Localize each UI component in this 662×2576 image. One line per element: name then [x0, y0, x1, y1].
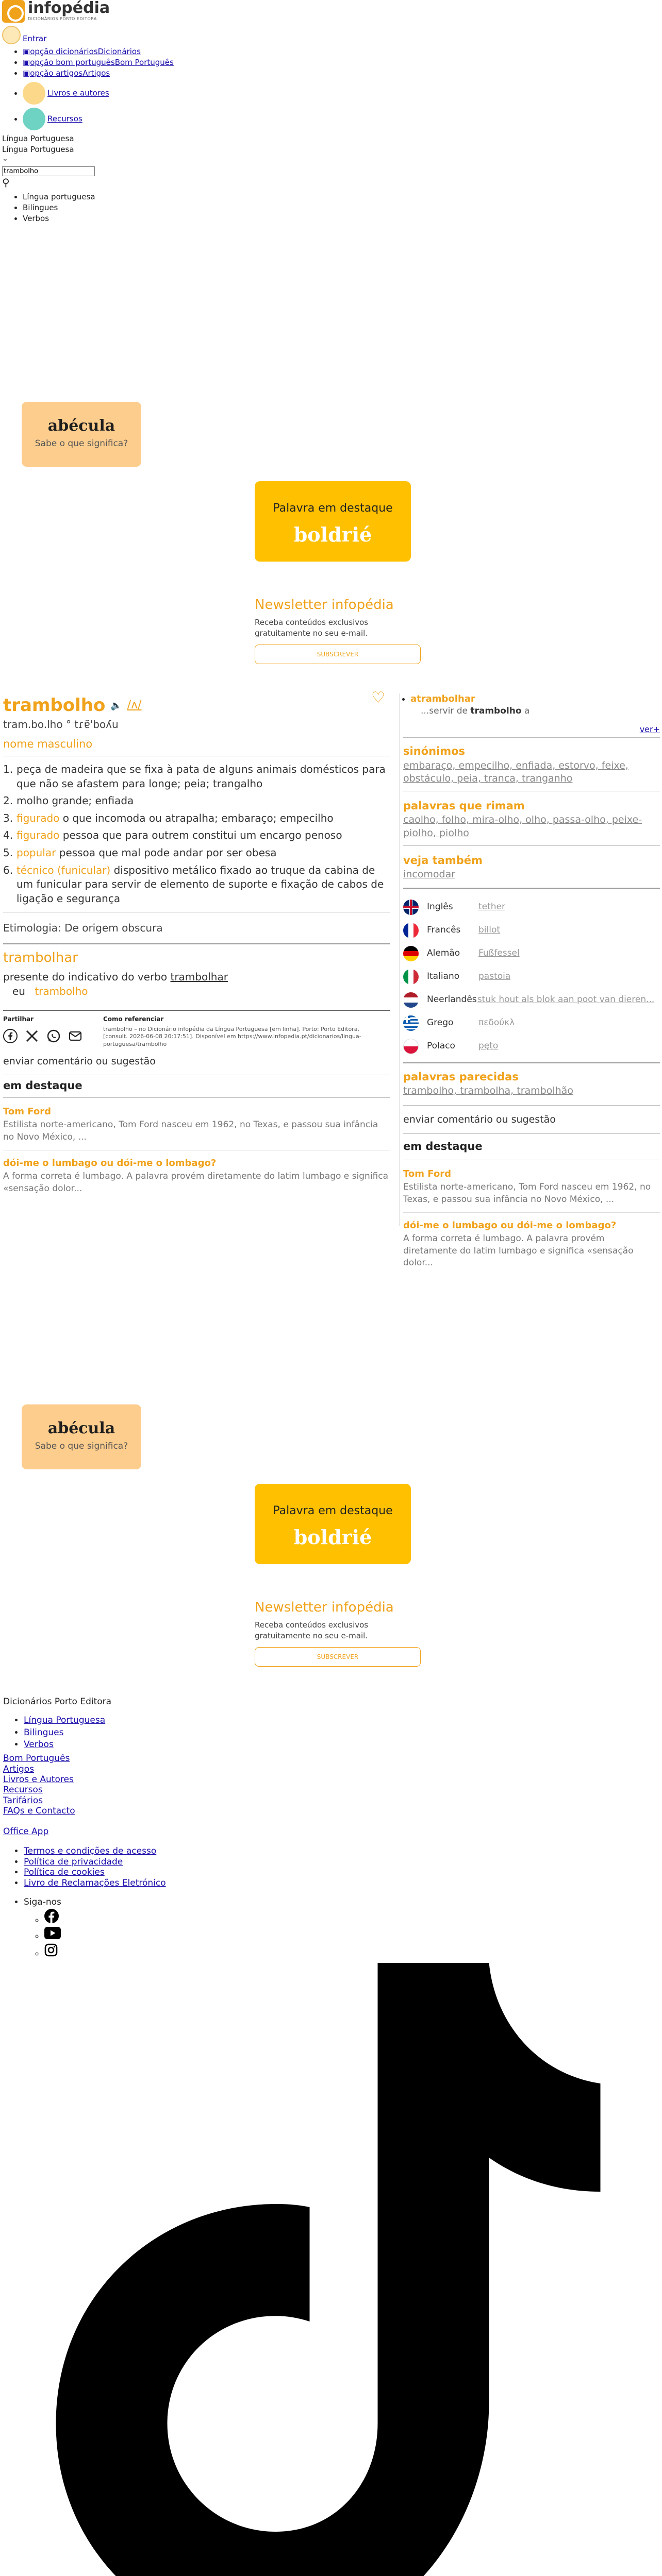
newsletter-text: Receba conteúdos exclusivos gratuitamente no seu e-mail.: [255, 1620, 369, 1640]
stress-mark: °: [65, 718, 71, 731]
em-destaque-title: em destaque: [403, 1140, 483, 1153]
broken-image-icon: ▣: [23, 69, 30, 78]
facebook-icon[interactable]: [44, 1909, 59, 1923]
flag-de-icon: [403, 946, 419, 961]
instagram-icon[interactable]: [44, 1943, 58, 1957]
promo-abecula[interactable]: [22, 402, 141, 467]
rimas-title: palavras que rimam: [403, 800, 525, 812]
chevron-down-icon[interactable]: ⌄: [2, 155, 8, 163]
usage-tag: técnico: [16, 863, 54, 876]
broken-image-icon: ▣: [23, 47, 30, 56]
newsletter-title: Newsletter infopédia: [255, 597, 394, 613]
promo-destaque-title: Palavra em destaque: [273, 1504, 393, 1517]
newsletter-text: Receba conteúdos exclusivos gratuitamente no seu e-mail.: [255, 618, 369, 638]
translation-row: Alemão Fußfessel: [403, 942, 660, 965]
promo-abecula-sub: Sabe o que significa?: [35, 1441, 128, 1451]
cite-text[interactable]: trambolho – no Dicionário infopédia da Língua Portuguesa [em linha]. Porto: Porto Editora. [consult. 2026-06-08 20:17:51]. Disponível em https://www.infopedia.pt/dicionarios/lingua-portuguesa/trambolho: [103, 1025, 361, 1048]
veja-tambem-title: veja também: [403, 854, 483, 867]
newsletter-box: [255, 596, 425, 664]
user-icon: [2, 26, 21, 44]
news-item-text: Estilista norte-americano, Tom Ford nasceu em 1962, no Texas, e passou sua infância no Novo México, ...: [403, 1181, 651, 1205]
translation-row: Italiano pastoia: [403, 965, 660, 989]
related-word: • atrambolhar: [410, 693, 475, 704]
definitions-list: [3, 762, 390, 906]
nav-item-livros[interactable]: • Livros e autores: [23, 82, 363, 105]
resources-icon: [23, 108, 45, 130]
news-item-text: Estilista norte-americano, Tom Ford nasceu em 1962, no Texas, e passou sua infância no Novo México, ...: [3, 1120, 378, 1143]
cite-title: Como referenciar: [103, 1015, 164, 1023]
tiktok-icon[interactable]: [55, 1963, 662, 2576]
flag-uk-icon: [403, 900, 419, 915]
footer-link[interactable]: Bom Português: [3, 1753, 70, 1764]
definition-item: 2. molho grande; enfiada: [3, 794, 134, 807]
footer-link[interactable]: Língua Portuguesa: [24, 1715, 106, 1725]
ipa-link[interactable]: /ʌ/: [127, 699, 142, 712]
translations-list: [403, 896, 660, 1058]
youtube-icon[interactable]: [44, 1927, 61, 1939]
flag-gr-icon: [403, 1015, 419, 1031]
nav-item-bom-portugues[interactable]: • ▣opção bom portuguêsBom Português: [23, 57, 363, 68]
newsletter-subscribe-button[interactable]: SUBSCREVER: [255, 1647, 421, 1667]
news-item-text: A forma correta é lumbago. A palavra provém diretamente do latim lumbago e significa «sensação dolor...: [403, 1233, 634, 1268]
dictionary-selector-current: Língua Portuguesa: [2, 145, 74, 154]
news-item-text: A forma correta é lumbago. A palavra provém diretamente do latim lumbago e significa «sensação dolor...: [3, 1171, 389, 1194]
footer-link[interactable]: Verbos: [24, 1739, 54, 1750]
em-destaque-title: em destaque: [3, 1079, 82, 1092]
footer-legal-link[interactable]: Política de privacidade: [24, 1856, 123, 1867]
promo-abecula-sub: Sabe o que significa?: [35, 438, 128, 449]
usage-tag: figurado: [16, 811, 60, 824]
heart-icon[interactable]: ♡: [371, 689, 385, 707]
books-icon: [23, 82, 45, 105]
dictionary-selector[interactable]: [2, 133, 363, 162]
flag-pl-icon: [403, 1039, 419, 1054]
translation-row: Francês billot: [403, 919, 660, 942]
verb-person: eu: [12, 985, 25, 997]
login-label[interactable]: Entrar: [23, 34, 47, 43]
promo-destaque-word: boldrié: [293, 522, 372, 546]
whatsapp-icon[interactable]: [46, 1029, 61, 1043]
footer-title: Dicionários Porto Editora: [3, 1697, 112, 1707]
flag-nl-icon: [403, 992, 419, 1008]
main-nav: [2, 46, 363, 130]
share-title: Partilhar: [3, 1015, 34, 1023]
footer-link[interactable]: Recursos: [3, 1785, 43, 1795]
newsletter-title: Newsletter infopédia: [255, 1600, 394, 1615]
follow-label: Siga-nos: [24, 1896, 61, 1907]
verb-form-text: presente do indicativo do verbo: [3, 970, 168, 983]
translation-row: Polaco pęto: [403, 1035, 660, 1058]
newsletter-box: [255, 1598, 425, 1667]
entry-word: trambolho: [3, 695, 106, 716]
promo-abecula[interactable]: [22, 1404, 141, 1469]
domain-tag: (funicular): [57, 863, 111, 876]
dictionary-selector-label: Língua Portuguesa: [2, 134, 74, 143]
syllabification: tram.bo.lho: [3, 718, 63, 731]
pronunciation: tɾɐ̃ˈboʎu: [74, 718, 119, 731]
sinonimos-title: sinónimos: [403, 745, 466, 758]
logo-icon: [2, 0, 25, 23]
dict-option[interactable]: • Bilingues: [23, 202, 363, 213]
translation-row: Grego πεδούκλ: [403, 1012, 660, 1035]
news-item-title[interactable]: Tom Ford: [3, 1106, 51, 1117]
definition-item: 3. figurado o que incomoda ou atrapalha; embaraço; empecilho: [3, 811, 334, 824]
logo-text: infopédia: [28, 0, 110, 18]
promo-destaque-word: boldrié: [293, 1525, 372, 1549]
dict-option[interactable]: • Verbos: [23, 213, 363, 224]
speaker-icon[interactable]: 🔈: [110, 700, 122, 711]
news-item-title[interactable]: Tom Ford: [403, 1168, 451, 1179]
related-word-item[interactable]: • atrambolhar ...servir de trambolho a: [410, 692, 660, 718]
promo-palavra-destaque[interactable]: [255, 1484, 411, 1564]
office-app-link[interactable]: Office App: [3, 1826, 49, 1837]
site-logo[interactable]: [2, 0, 363, 23]
footer-legal-link[interactable]: Livro de Reclamações Eletrónico: [24, 1877, 166, 1888]
share-box: [3, 1015, 82, 1048]
parecidas-list[interactable]: trambolho, trambolha, trambolhão: [403, 1085, 573, 1097]
broken-image-icon: ▣: [23, 58, 30, 67]
definition-item: 1. peça de madeira que se fixa à pata de alguns animais domésticos para que não se afastem para longe; peia; trangalho: [3, 762, 386, 790]
cite-box: [103, 1015, 371, 1048]
verb-link[interactable]: trambolhar: [170, 970, 228, 983]
news-item-title[interactable]: dói-me o lumbago ou dói-me o lombago?: [403, 1219, 617, 1231]
definition-item: 4. figurado pessoa que para outrem constitui um encargo penoso: [3, 829, 342, 842]
definition-item: 5. popular pessoa que mal pode andar por ser obesa: [3, 846, 277, 859]
x-twitter-icon[interactable]: [25, 1029, 39, 1043]
nav-item-dicionarios[interactable]: • ▣opção dicionáriosDicionários: [23, 46, 363, 57]
footer-link[interactable]: Tarifários: [3, 1795, 43, 1806]
veja-tambem-list[interactable]: incomodar: [403, 869, 456, 880]
newsletter-subscribe-button[interactable]: SUBSCREVER: [255, 645, 421, 664]
parecidas-title: palavras parecidas: [403, 1070, 519, 1083]
email-icon[interactable]: [68, 1029, 82, 1043]
sidebar: [403, 693, 660, 1269]
dict-option[interactable]: • Língua portuguesa: [23, 192, 363, 202]
footer-link[interactable]: Livros e Autores: [3, 1774, 74, 1785]
facebook-icon[interactable]: [3, 1029, 18, 1043]
footer-link[interactable]: Bilingues: [24, 1727, 64, 1738]
flag-it-icon: [403, 969, 419, 985]
search-area: [2, 165, 363, 188]
sinonimos-list[interactable]: embaraço, empecilho, enfiada, estorvo, feixe, obstáculo, peia, tranca, tranganho: [403, 759, 628, 785]
comment-link[interactable]: enviar comentário ou sugestão: [403, 1113, 556, 1125]
flag-fr-icon: [403, 923, 419, 938]
site-header: [2, 0, 363, 224]
definition-item: 6. técnico (funicular) dispositivo metálico fixado ao truque da cabina de um funicular para servir de elemento de suporte e fixação de cabos de ligação e segurança: [3, 863, 384, 905]
nav-item-artigos[interactable]: • ▣opção artigosArtigos: [23, 68, 363, 79]
verb-form: trambolho: [35, 985, 88, 997]
social-section: [3, 1896, 364, 2576]
search-icon[interactable]: ⚲: [2, 176, 10, 189]
footer-link[interactable]: FAQs e Contacto: [3, 1806, 75, 1817]
footer-dicts: [3, 1715, 364, 1751]
related-words: [403, 692, 660, 718]
login-link[interactable]: [2, 26, 363, 44]
translation-row: Neerlandês stuk hout als blok aan poot van dieren...: [403, 989, 660, 1012]
promo-abecula-word: abécula: [47, 1419, 115, 1437]
footer-links: [3, 1753, 364, 1816]
grammar-category: nome masculino: [3, 737, 93, 750]
translation-row: Inglês tether: [403, 896, 660, 919]
promo-abecula-word: abécula: [47, 417, 115, 435]
news-item-title[interactable]: dói-me o lumbago ou dói-me o lombago?: [3, 1157, 217, 1168]
promo-destaque-title: Palavra em destaque: [273, 502, 393, 515]
etymology: Etimologia: De origem obscura: [3, 922, 163, 935]
entry-main: [3, 693, 390, 1195]
ver-mais-link[interactable]: ver+: [639, 724, 660, 734]
usage-tag: figurado: [16, 829, 60, 842]
rimas-list[interactable]: caolho, folho, mira-olho, olho, passa-olho, peixe-piolho, piolho: [403, 814, 642, 839]
verb-form-title: trambolhar: [3, 950, 78, 966]
footer-legal: [3, 1846, 364, 1888]
usage-tag: popular: [16, 846, 56, 859]
site-footer: [3, 1696, 364, 2576]
footer-link[interactable]: Artigos: [3, 1764, 35, 1774]
nav-item-recursos[interactable]: • Recursos: [23, 108, 363, 130]
dictionary-options: [2, 192, 363, 224]
logo-subtitle: DICIONÁRIOS PORTO EDITORA: [28, 16, 97, 22]
search-input[interactable]: [2, 166, 95, 176]
footer-legal-link[interactable]: Política de cookies: [24, 1867, 105, 1878]
promo-palavra-destaque[interactable]: [255, 481, 411, 562]
footer-legal-link[interactable]: Termos e condições de acesso: [24, 1846, 157, 1857]
comment-link[interactable]: enviar comentário ou sugestão: [3, 1056, 156, 1067]
